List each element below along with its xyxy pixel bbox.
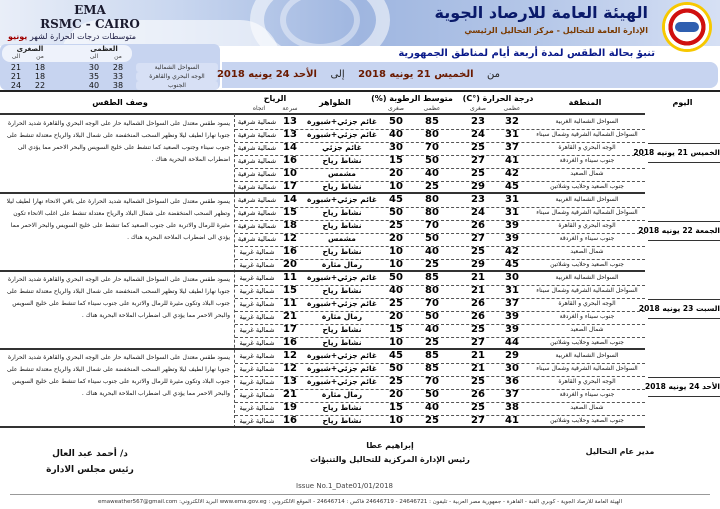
range-to-label: إلى [330,69,345,80]
avg-region-label: السواحل الشمالية [136,63,218,72]
phenomena-cell: غائم جزئي+شبورة [307,377,377,386]
wind-speed-cell: 15 [283,207,297,218]
region-cell: شمال الصعيد [570,326,604,333]
wind-speed-cell: 16 [283,246,297,257]
temp-max-cell: 37 [505,298,519,309]
region-cell: جنوب الصعيد وحلايب وشلاتين [550,417,624,424]
temp-min-cell: 21 [471,363,485,374]
central-manager-name: إبراهيم عطا [366,441,414,450]
humidity-min-cell: 50 [389,363,403,374]
humidity-min-cell: 40 [389,285,403,296]
humidity-max-cell: 85 [425,363,439,374]
temp-max-cell: 31 [505,207,519,218]
wind-speed-cell: 18 [283,220,297,231]
avg-max-to: الى [89,53,99,60]
day-label: الأحد 24 يونيه 2018 [648,377,720,397]
temp-min-cell: 29 [471,259,485,270]
range-to-date: الأحد 24 يونيه 2018 [216,69,317,80]
wind-speed-cell: 12 [283,233,297,244]
humidity-min-cell: 45 [389,350,403,361]
header-humidity: متوسط الرطوبة (%) [371,94,453,103]
region-cell: شمال الصعيد [570,248,604,255]
phenomena-cell: نشاط رياح [322,247,362,256]
weather-description: يسود طقس معتدل على السواحل الشمالية حار على الوجه البحري والقاهرة شديد الحرارة جنوبا نهارا لطيف ليلا وتظهر السحب المنخفضة على شمال البلاد والرياح معتدلة تنشط على جنوب البلاد وتكون مثيرة للرمال والاتربة على جنوب سيناء كما تنشط على خليج السويس والبحر الاحمر مما يؤدي الى اضطراب الملاحة البحرية هناك . [6,354,230,397]
wind-direction-cell: شمالية غربية [239,300,275,308]
wind-direction-cell: شمالية غربية [239,274,275,282]
region-cell: جنوب الصعيد وحلايب وشلاتين [550,339,624,346]
humidity-max-cell: 25 [425,415,439,426]
day-label: الجمعة 22 يونيه 2018 [648,221,720,241]
footer-rule [10,494,710,495]
temp-min-cell: 26 [471,220,485,231]
avg-max-to-value: 40 [88,81,100,90]
avg-min-from-value: 18 [34,63,46,72]
avg-max-to-value: 35 [88,72,100,81]
temp-min-cell: 24 [471,207,485,218]
ema-title [35,3,145,31]
day-label: السبت 23 يونيه 2018 [648,299,720,319]
temp-min-cell: 27 [471,415,485,426]
page-title: تنبؤ بحالة الطقس لمدة أربعة أيام لمناطق الجمهورية [398,48,655,59]
temp-min-cell: 25 [471,402,485,413]
temp-max-cell: 41 [505,415,519,426]
org-name: الهيئة العامة للارصاد الجوية [434,3,648,22]
header-description: وصف الطقس [92,98,148,107]
avg-min-to: الى [11,53,21,60]
temp-max-cell: 42 [505,246,519,257]
day-block-divider [0,426,645,428]
temp-max-cell: 36 [505,376,519,387]
weather-description: يسود طقس معتدل على السواحل الشمالية حار على الوجه البحري والقاهرة شديد الحرارة جنوبا نهارا لطيف ليلا ونظهر السحب المنخفضة على شمال البلاد والرياح معتدلة تنشط على جنوب سيناء وجنوب الصعيد كما تنشط على خليج السويس والبحر الاحمر مما يؤدي الى اضطراب الملاحة البحرية هناك . [6,120,230,163]
humidity-min-cell: 20 [389,389,403,400]
monthly-caption-text: متوسطات درجات الحرارة لشهر [29,32,137,41]
humidity-max-cell: 40 [425,324,439,335]
humidity-min-cell: 50 [389,207,403,218]
wind-direction-cell: شمالية شرقية [237,183,277,191]
phenomena-cell: غائم جزئي+شبورة [307,273,377,282]
temp-max-cell: 30 [505,363,519,374]
region-cell: السواحل الشمالية الغربية [555,118,619,125]
wind-speed-cell: 16 [283,337,297,348]
temp-min-cell: 25 [471,246,485,257]
avg-region-label: الجنوب [136,81,218,90]
region-cell: جنوب الصعيد وحلايب وشلاتين [550,261,624,268]
chairman-title: رئيس مجلس الادارة [46,465,134,475]
header-temp-max: عظمى [503,105,521,112]
date-range [216,68,670,81]
region-cell: السواحل الشمالية الشرقية وشمال سيناء [536,365,638,372]
wind-speed-cell: 13 [283,376,297,387]
humidity-min-cell: 50 [389,116,403,127]
temp-min-cell: 26 [471,389,485,400]
phenomena-cell: نشاط رياح [322,156,362,165]
wind-speed-cell: 13 [283,129,297,140]
region-cell: السواحل الشمالية الغربية [555,274,619,281]
range-from-date: الخميس 21 يونيه 2018 [358,69,474,80]
phenomena-cell: غائم جزئي+شبورة [307,299,377,308]
humidity-max-cell: 80 [425,194,439,205]
temp-min-cell: 23 [471,194,485,205]
avg-max-from: من [114,53,122,60]
table-top-rule [0,113,645,115]
phenomena-cell: رمال مثارة [321,312,363,321]
avg-min-from: من [36,53,44,60]
wind-speed-cell: 17 [283,324,297,335]
wind-direction-cell: شمالية شرقية [237,131,277,139]
phenomena-cell: نشاط رياح [322,182,362,191]
avg-max-from-value: 28 [112,63,124,72]
region-cell: السواحل الشمالية الغربية [555,352,619,359]
temp-max-cell: 32 [505,116,519,127]
swirl-graphic-inner [280,0,360,46]
humidity-min-cell: 45 [389,194,403,205]
humidity-max-cell: 25 [425,259,439,270]
temp-max-cell: 31 [505,194,519,205]
humidity-min-cell: 10 [389,246,403,257]
phenomena-cell: رمال مثارة [321,390,363,399]
header-temp-min: صغرى [470,105,486,112]
humidity-min-cell: 20 [389,168,403,179]
wind-direction-cell: شمالية شرقية [237,144,277,152]
temp-max-cell: 41 [505,155,519,166]
wind-speed-cell: 21 [283,389,297,400]
temp-min-cell: 21 [471,350,485,361]
humidity-min-cell: 10 [389,337,403,348]
region-cell: الوجه البحري و القاهرة [558,300,616,307]
humidity-max-cell: 25 [425,181,439,192]
month-name: يونيو [8,32,28,41]
humidity-min-cell: 30 [389,142,403,153]
weather-description: يسود طقس معتدل على السواحل الشمالية شديد الحرارة على باقي الانحاء نهارا لطيف ليلا وتظهر السحب المنخفضة على شمال البلاد والرياح معتدلة تنشط على اغلب الانحاء تكون مثيرة للرمال والاتربة على جنوب الصعيد كما تنشط على خليج السويس والبحر الاحمر مما يؤدي الى اضطراب الملاحة البحرية هناك . [6,198,230,241]
day-label: الخميس 21 يونيه 2018 [648,143,720,163]
header-wind-direction: اتجاه [252,105,266,112]
ema-logo-icon [662,2,712,52]
wind-direction-cell: شمالية غربية [239,365,275,373]
humidity-min-cell: 10 [389,415,403,426]
phenomena-cell: نشاط رياح [322,221,362,230]
humidity-max-cell: 85 [425,350,439,361]
phenomena-cell: غائم جزئي+شبورة [307,195,377,204]
wind-speed-cell: 14 [283,142,297,153]
wind-direction-cell: شمالية شرقية [237,222,277,230]
humidity-min-cell: 50 [389,272,403,283]
footer-contact: الهيئة العامة للارصاد الجوية - كوبري القبة - القاهرة - جمهورية مصر العربية - تليفون : 24646721 - 24646719 فاكس : 24646714 - الموقع الالكتروني : www.ema.gov.eg البريد الالكتروني: emaweather567@gmail.com [98,499,622,505]
avg-max-from-value: 33 [112,72,124,81]
phenomena-cell: غائم جزئي [322,143,362,152]
temp-max-cell: 39 [505,324,519,335]
humidity-max-cell: 50 [425,155,439,166]
humidity-max-cell: 70 [425,142,439,153]
wind-direction-cell: شمالية شرقية [237,209,277,217]
wind-direction-cell: شمالية غربية [239,404,275,412]
humidity-min-cell: 10 [389,259,403,270]
avg-min-to-value: 24 [10,81,22,90]
phenomena-cell: نشاط رياح [322,286,362,295]
humidity-min-cell: 40 [389,129,403,140]
wind-direction-cell: شمالية غربية [239,287,275,295]
header-hum-max: عظمى [423,105,441,112]
avg-min-header: الصغرى [16,45,44,53]
region-cell: جنوب سيناء و الغردقة [559,313,615,320]
humidity-min-cell: 20 [389,311,403,322]
range-from-label: من [487,69,500,80]
temp-min-cell: 21 [471,285,485,296]
region-cell: السواحل الشمالية الشرقية وشمال سيناء [536,287,638,294]
phenomena-cell: غائم جزئي+شبورة [307,364,377,373]
wind-direction-cell: شمالية غربية [239,313,275,321]
avg-max-from-value: 38 [112,81,124,90]
temp-max-cell: 45 [505,181,519,192]
wind-speed-cell: 13 [283,116,297,127]
humidity-max-cell: 80 [425,129,439,140]
header-phenomena: الظواهر [319,98,351,107]
wind-speed-cell: 12 [283,363,297,374]
avg-min-to-value: 21 [10,63,22,72]
region-cell: السواحل الشمالية الشرقية وشمال سيناء [536,131,638,138]
temp-max-cell: 37 [505,142,519,153]
region-cell: جنوب الصعيد وحلايب وشلاتين [550,183,624,190]
header-hum-min: صغرى [388,105,404,112]
humidity-min-cell: 25 [389,220,403,231]
region-cell: جنوب سيناء و الغردقة [559,157,615,164]
chairman-name: د/ أحمد عبد العال [52,449,128,459]
temp-max-cell: 30 [505,272,519,283]
header-wind-speed: سرعة [282,105,298,112]
temp-min-cell: 25 [471,324,485,335]
phenomena-cell: مشمس [328,169,356,178]
wind-speed-cell: 21 [283,311,297,322]
ema-line2: RSMC - CAIRO [40,17,140,31]
wind-direction-cell: شمالية شرقية [237,118,277,126]
humidity-max-cell: 80 [425,207,439,218]
wind-speed-cell: 17 [283,181,297,192]
phenomena-cell: غائم جزئي+شبورة [307,117,377,126]
phenomena-cell: نشاط رياح [322,403,362,412]
central-manager-title: رئيس الإدارة المركزية للتحاليل والتنبؤات [310,455,470,464]
wind-direction-cell: شمالية غربية [239,352,275,360]
header-rule [0,90,720,92]
avg-min-from-value: 18 [34,72,46,81]
wind-direction-cell: شمالية شرقية [237,196,277,204]
wind-speed-cell: 15 [283,285,297,296]
humidity-max-cell: 80 [425,285,439,296]
temp-min-cell: 23 [471,116,485,127]
phenomena-cell: رمال مثارة [321,260,363,269]
humidity-max-cell: 40 [425,246,439,257]
temp-max-cell: 45 [505,259,519,270]
humidity-min-cell: 25 [389,376,403,387]
org-subtitle: الإدارة العامة للتحاليل - مركز التحاليل الرئيسي [464,26,648,35]
region-cell: السواحل الشمالية الغربية [555,196,619,203]
region-cell: جنوب سيناء و الغردقة [559,391,615,398]
wind-direction-cell: شمالية غربية [239,248,275,256]
header-region: المنطقة [568,98,602,107]
phenomena-cell: مشمس [328,234,356,243]
humidity-max-cell: 70 [425,376,439,387]
header-wind: الرياح [263,94,287,103]
wind-speed-cell: 10 [283,168,297,179]
wind-direction-cell: شمالية غربية [239,261,275,269]
humidity-min-cell: 15 [389,324,403,335]
monthly-caption [8,32,208,42]
phenomena-cell: نشاط رياح [322,416,362,425]
phenomena-cell: غائم جزئي+شبورة [307,130,377,139]
humidity-min-cell: 20 [389,233,403,244]
avg-min-to-value: 21 [10,72,22,81]
temp-min-cell: 21 [471,272,485,283]
humidity-max-cell: 85 [425,272,439,283]
temp-max-cell: 31 [505,285,519,296]
phenomena-cell: نشاط رياح [322,208,362,217]
region-cell: شمال الصعيد [570,170,604,177]
temp-max-cell: 39 [505,220,519,231]
weather-description: يسود طقس معتدل على السواحل الشمالية حار على الوجه البحري والقاهرة شديد الحرارة جنوبا نهارا لطيف ليلا وتظهر السحب المنخفضة على شمال البلاد والرياح معتدلة تنشط على جنوب البلاد وتكون مثيرة للرمال والاتربة على جنوب سيناء كما تنشط على خليج السويس والبحر الاحمر مما يؤدي الى اضطراب الملاحة البحرية هناك . [6,276,230,319]
wind-direction-cell: شمالية شرقية [237,170,277,178]
wind-speed-cell: 19 [283,402,297,413]
phenomena-cell: نشاط رياح [322,338,362,347]
temp-min-cell: 26 [471,298,485,309]
phenomena-cell: غائم جزئي+شبورة [307,351,377,360]
temp-min-cell: 25 [471,142,485,153]
avg-max-to-value: 30 [88,63,100,72]
humidity-max-cell: 25 [425,337,439,348]
temp-min-cell: 26 [471,311,485,322]
temp-min-cell: 27 [471,155,485,166]
temp-max-cell: 44 [505,337,519,348]
temp-min-cell: 27 [471,233,485,244]
header-temperature: درجة الحرارة (°C) [462,94,534,103]
temp-max-cell: 31 [505,129,519,140]
humidity-max-cell: 70 [425,298,439,309]
wind-direction-cell: شمالية غربية [239,391,275,399]
general-manager-title: مدير عام التحاليل [585,447,655,456]
region-cell: الوجه البحري و القاهرة [558,378,616,385]
humidity-min-cell: 15 [389,402,403,413]
issue-number: Issue No.1_Date01/01/2018 [296,482,393,490]
monthly-averages-box [0,44,220,90]
temp-max-cell: 37 [505,389,519,400]
region-cell: جنوب سيناء و الغردقة [559,235,615,242]
region-cell: الوجه البحري و القاهرة [558,144,616,151]
humidity-max-cell: 40 [425,402,439,413]
humidity-min-cell: 15 [389,155,403,166]
temp-min-cell: 25 [471,168,485,179]
humidity-min-cell: 25 [389,298,403,309]
temp-max-cell: 39 [505,233,519,244]
temp-max-cell: 38 [505,402,519,413]
wind-speed-cell: 20 [283,259,297,270]
temp-max-cell: 39 [505,311,519,322]
avg-region-label: الوجه البحري والقاهرة [136,72,218,81]
temp-min-cell: 24 [471,129,485,140]
humidity-max-cell: 85 [425,116,439,127]
wind-speed-cell: 14 [283,194,297,205]
ema-line1: EMA [74,3,106,17]
humidity-max-cell: 50 [425,311,439,322]
wind-direction-cell: شمالية شرقية [237,157,277,165]
humidity-max-cell: 40 [425,168,439,179]
temp-max-cell: 42 [505,168,519,179]
humidity-max-cell: 70 [425,220,439,231]
wind-direction-cell: شمالية غربية [239,339,275,347]
temp-min-cell: 27 [471,337,485,348]
temp-min-cell: 25 [471,376,485,387]
temp-min-cell: 29 [471,181,485,192]
wind-direction-cell: شمالية غربية [239,417,275,425]
region-cell: الوجه البحري و القاهرة [558,222,616,229]
humidity-min-cell: 10 [389,181,403,192]
wind-speed-cell: 16 [283,415,297,426]
header-day: اليوم [672,98,693,107]
avg-max-header: العظمى [90,45,118,53]
wind-speed-cell: 12 [283,350,297,361]
humidity-max-cell: 50 [425,389,439,400]
wind-speed-cell: 11 [283,272,297,283]
wind-direction-cell: شمالية غربية [239,326,275,334]
region-cell: السواحل الشمالية الشرقية وشمال سيناء [536,209,638,216]
wind-speed-cell: 11 [283,298,297,309]
wind-direction-cell: شمالية شرقية [237,235,277,243]
avg-min-from-value: 22 [34,81,46,90]
wind-direction-cell: شمالية غربية [239,378,275,386]
wind-speed-cell: 16 [283,155,297,166]
humidity-max-cell: 50 [425,233,439,244]
temp-max-cell: 29 [505,350,519,361]
phenomena-cell: نشاط رياح [322,325,362,334]
region-cell: شمال الصعيد [570,404,604,411]
